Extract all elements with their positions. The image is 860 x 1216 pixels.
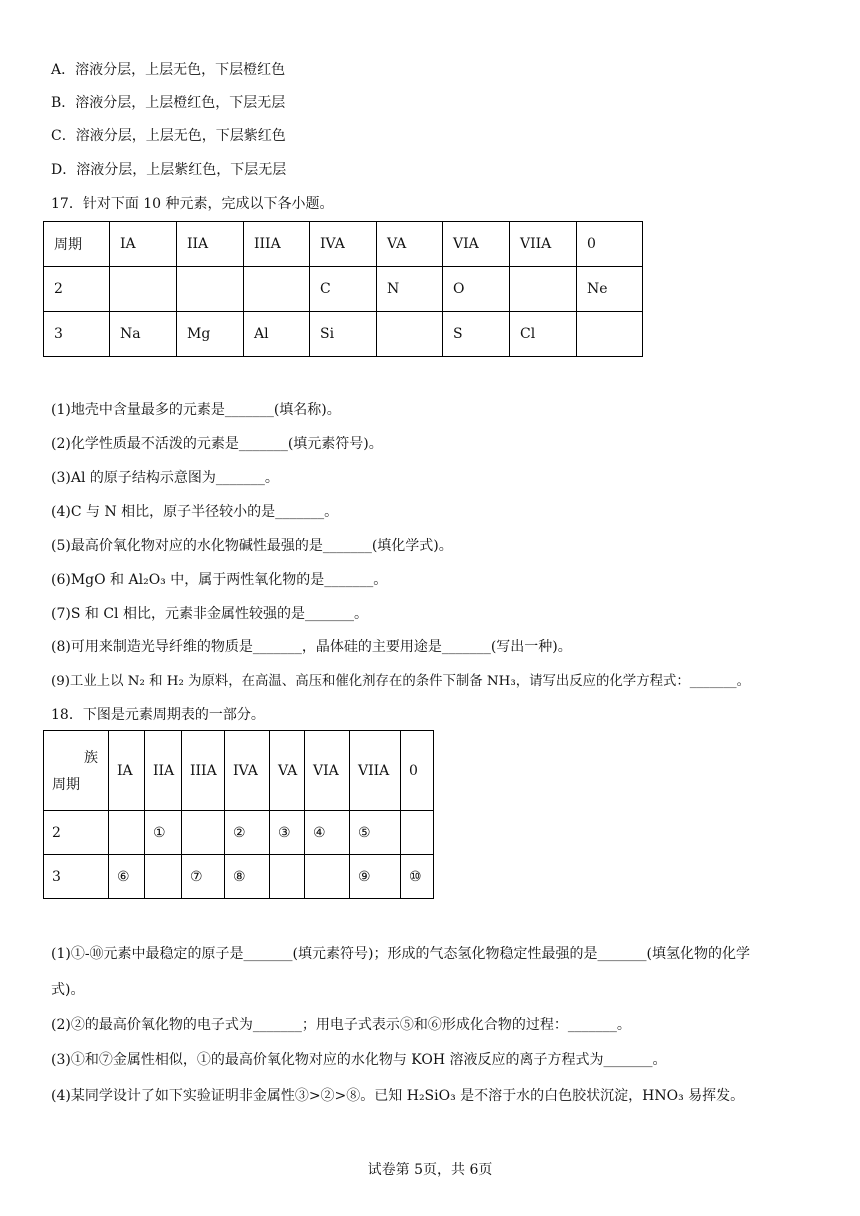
table-cell: 2 — [44, 811, 109, 855]
table-cell: Na — [110, 312, 177, 357]
option-d: D．溶液分层，上层紫红色，下层无层 — [51, 162, 287, 178]
table-cell: IIA — [177, 222, 244, 267]
table-cell: IA — [109, 731, 145, 811]
table-cell: 3 — [44, 855, 109, 899]
table-cell — [244, 267, 310, 312]
table-cell: ① — [145, 811, 182, 855]
table-cell: ⑧ — [225, 855, 270, 899]
table-cell: Ne — [577, 267, 643, 312]
table-row — [44, 267, 643, 312]
table-cell — [182, 811, 225, 855]
element-table-17 — [43, 221, 643, 357]
table-cell: Mg — [177, 312, 244, 357]
q17-item-8: (8)可用来制造光导纤维的物质是_______，晶体硅的主要用途是_______(写出一种)。 — [51, 639, 572, 655]
table-corner-cell — [44, 731, 109, 811]
q18-item-4: (4)某同学设计了如下实验证明非金属性③>②>⑧。已知 H₂SiO₃ 是不溶于水的白色胶状沉淀，HNO₃ 易挥发。 — [51, 1088, 745, 1104]
table-cell — [145, 855, 182, 899]
q18-item-1: (1)①-⑩元素中最稳定的原子是_______(填元素符号)；形成的气态氢化物稳定性最强的是_______(填氢化物的化学 — [51, 946, 750, 962]
table-cell: VIA — [305, 731, 350, 811]
table-cell: IVA — [225, 731, 270, 811]
option-c: C．溶液分层，上层无色，下层紫红色 — [51, 128, 286, 144]
table-cell: VIIA — [510, 222, 577, 267]
table-cell — [270, 855, 305, 899]
table-row — [44, 855, 434, 899]
page-footer: 试卷第 5页，共 6页 — [367, 1162, 493, 1178]
table-cell: ⑥ — [109, 855, 145, 899]
table-cell: Al — [244, 312, 310, 357]
table-row — [44, 811, 434, 855]
option-b: B．溶液分层，上层橙红色，下层无层 — [51, 95, 286, 111]
table-cell: 0 — [401, 731, 434, 811]
table-cell: VIA — [443, 222, 510, 267]
q18-item-1-continued: 式)。 — [51, 982, 85, 998]
table-cell: O — [443, 267, 510, 312]
q17-item-9: (9)工业上以 N₂ 和 H₂ 为原料，在高温、高压和催化剂存在的条件下制备 NH₃，请写出反应的化学方程式：_______。 — [51, 674, 751, 689]
table-cell: ⑩ — [401, 855, 434, 899]
table-cell — [177, 267, 244, 312]
q18-item-2: (2)②的最高价氧化物的电子式为_______；用电子式表示⑤和⑥形成化合物的过程：_______。 — [51, 1017, 631, 1033]
question-18-title: 18．下图是元素周期表的一部分。 — [51, 707, 265, 723]
q17-item-4: (4)C 与 N 相比，原子半径较小的是_______。 — [51, 504, 339, 520]
table-cell: IA — [110, 222, 177, 267]
table-header-row — [44, 222, 643, 267]
question-17-title: 17．针对下面 10 种元素，完成以下各小题。 — [51, 196, 334, 212]
table-cell — [577, 312, 643, 357]
table-header-row — [44, 731, 434, 811]
table-cell — [110, 267, 177, 312]
periodic-table-18 — [43, 730, 434, 899]
table-cell: Cl — [510, 312, 577, 357]
table-cell: S — [443, 312, 510, 357]
table-cell: 0 — [577, 222, 643, 267]
table-cell: ⑤ — [350, 811, 401, 855]
table-cell: ⑨ — [350, 855, 401, 899]
table-cell — [510, 267, 577, 312]
table-cell: C — [310, 267, 377, 312]
table-cell: N — [377, 267, 443, 312]
table-cell: ⑦ — [182, 855, 225, 899]
q17-item-5: (5)最高价氧化物对应的水化物碱性最强的是_______(填化学式)。 — [51, 538, 453, 554]
q17-item-7: (7)S 和 Cl 相比，元素非金属性较强的是_______。 — [51, 606, 368, 622]
table-cell: IIIA — [244, 222, 310, 267]
table-cell: ② — [225, 811, 270, 855]
q17-item-1: (1)地壳中含量最多的元素是_______(填名称)。 — [51, 402, 341, 418]
table-cell — [305, 855, 350, 899]
table-cell — [377, 312, 443, 357]
table-cell: ③ — [270, 811, 305, 855]
table-cell — [401, 811, 434, 855]
table-cell: 周期 — [44, 222, 110, 267]
option-a: A．溶液分层，上层无色，下层橙红色 — [51, 62, 286, 78]
table-cell: IIA — [145, 731, 182, 811]
q17-item-2: (2)化学性质最不活泼的元素是_______(填元素符号)。 — [51, 436, 383, 452]
table-cell: 3 — [44, 312, 110, 357]
table-cell: IIIA — [182, 731, 225, 811]
table-row — [44, 312, 643, 357]
period-label: 周期 — [52, 777, 80, 793]
table-cell: IVA — [310, 222, 377, 267]
table-cell: VA — [270, 731, 305, 811]
q17-item-6: (6)MgO 和 Al₂O₃ 中，属于两性氧化物的是_______。 — [51, 572, 388, 588]
q17-item-3: (3)Al 的原子结构示意图为_______。 — [51, 470, 279, 486]
table-cell: 2 — [44, 267, 110, 312]
table-cell: Si — [310, 312, 377, 357]
q18-item-3: (3)①和⑦金属性相似，①的最高价氧化物对应的水化物与 KOH 溶液反应的离子方程式为_______。 — [51, 1052, 667, 1068]
group-label: 族 — [84, 750, 98, 766]
table-cell: VIIA — [350, 731, 401, 811]
table-cell: VA — [377, 222, 443, 267]
table-cell — [109, 811, 145, 855]
table-cell: ④ — [305, 811, 350, 855]
